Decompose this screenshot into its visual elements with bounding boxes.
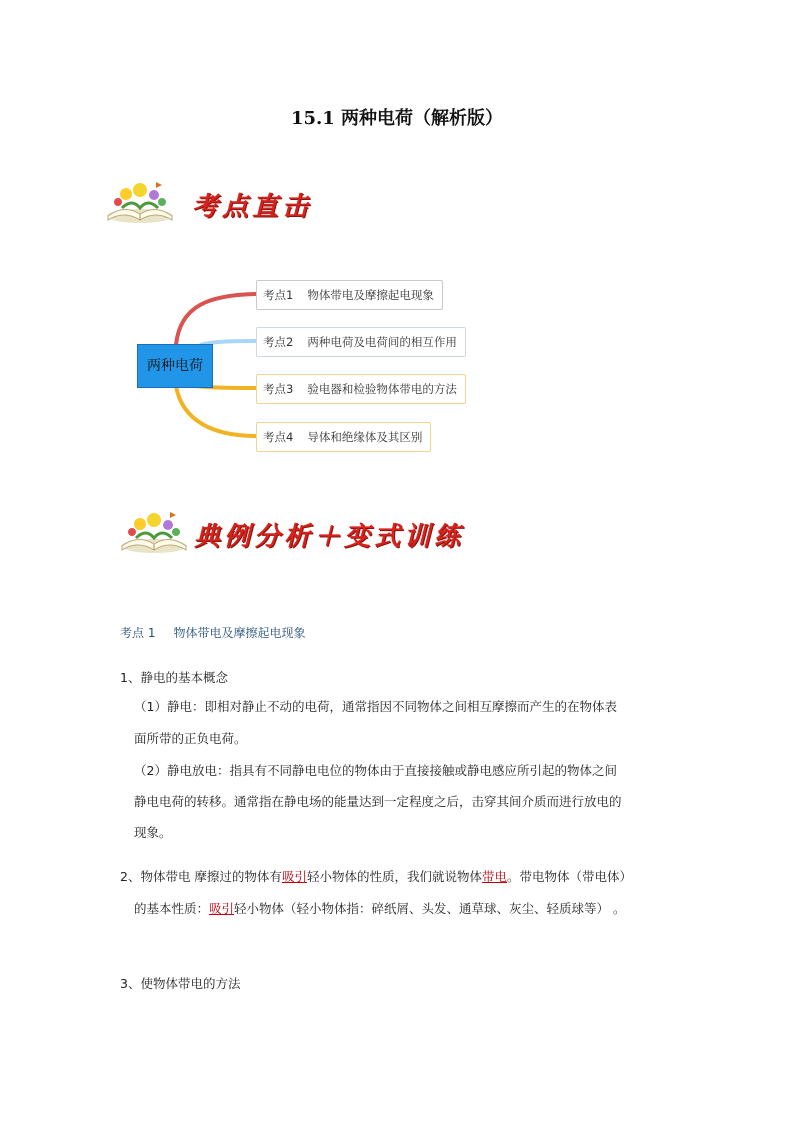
h2-answer-2: 带电 [481, 869, 507, 884]
h2-answer-1: 吸引 [281, 869, 307, 884]
mindmap-center: 两种电荷 [137, 344, 213, 388]
section-heading [120, 624, 305, 641]
h2-part-c: 轻小物体的性质，我们就说物体 [306, 869, 482, 884]
mindmap-node-2 [256, 327, 466, 357]
para-2-line-1: （2）静电放电：指具有不同静电电位的物体由于直接接触或静电感应所引起的物体之间 [134, 763, 617, 778]
node-4-num: 考点4 [263, 430, 294, 444]
page-title: 15.1 两种电荷（解析版） [290, 108, 504, 129]
node-2-num: 考点2 [263, 335, 294, 349]
mindmap-node-3 [256, 374, 466, 404]
para-1-line-2: 面所带的正负电荷。 [134, 731, 247, 746]
para-2-line-3: 现象。 [134, 825, 172, 840]
node-2-text: 两种电荷及电荷间的相互作用 [307, 335, 457, 349]
l2-part-a: 的基本性质： [134, 901, 210, 916]
node-4-text: 导体和绝缘体及其区别 [307, 430, 423, 444]
heading-3: 3、使物体带电的方法 [120, 976, 241, 991]
l2-answer: 吸引 [209, 901, 235, 916]
heading-2-line [120, 867, 632, 887]
banner-kaodian [104, 178, 344, 228]
book-flower-icon [104, 178, 176, 224]
heading-1: 1、静电的基本概念 [120, 670, 228, 685]
heading-2-line-2 [134, 899, 626, 919]
banner-dianli-text: 典例分析＋变式训练 [194, 522, 465, 552]
mindmap-node-4 [256, 422, 431, 452]
banner-kaodian-text: 考点直击 [192, 192, 313, 222]
node-3-text: 验电器和检验物体带电的方法 [307, 382, 457, 396]
para-2-line-2: 静电电荷的转移。通常指在静电场的能量达到一定程度之后，击穿其间介质而进行放电的 [134, 794, 622, 809]
l2-part-c: 轻小物体（轻小物体指：碎纸屑、头发、通草球、灰尘、轻质球等） 。 [234, 901, 626, 916]
book-flower-icon [118, 508, 190, 554]
h2-part-e: 。带电物体（带电体） [506, 869, 632, 884]
mindmap-node-1 [256, 280, 443, 310]
banner-dianli [118, 508, 518, 558]
connector-4 [176, 386, 256, 436]
h2-part-a: 2、物体带电 摩擦过的物体有 [120, 869, 282, 884]
connector-1 [176, 294, 256, 345]
section-title: 物体带电及摩擦起电现象 [173, 626, 306, 640]
para-1-line-1: （1）静电：即相对静止不动的电荷，通常指因不同物体之间相互摩擦而产生的在物体表 [134, 699, 617, 714]
node-3-num: 考点3 [263, 382, 294, 396]
section-num: 考点 1 [120, 626, 156, 640]
node-1-num: 考点1 [263, 288, 294, 302]
node-1-text: 物体带电及摩擦起电现象 [307, 288, 434, 302]
